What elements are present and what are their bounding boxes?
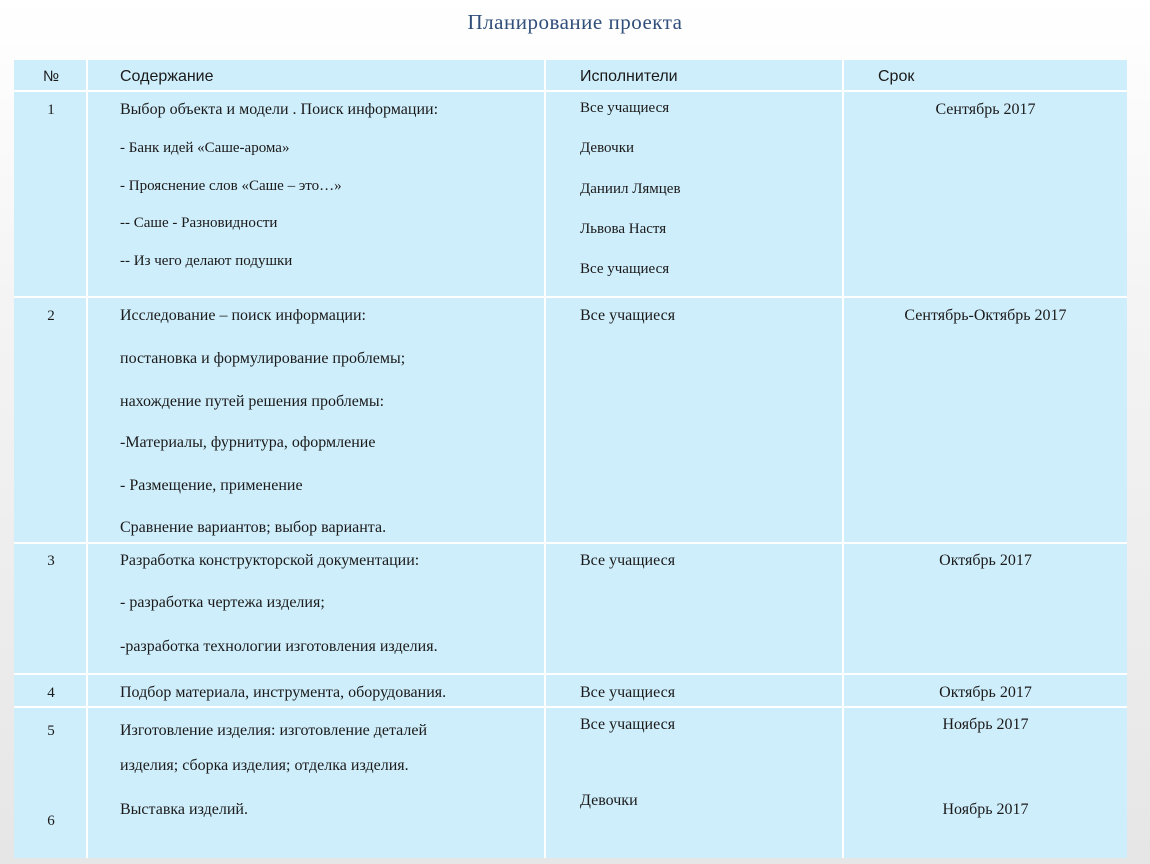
row-number: 6 bbox=[47, 813, 55, 829]
row-content-line: Разработка конструкторской документации: bbox=[120, 552, 420, 569]
row-content-line: -- Саше - Разновидности bbox=[120, 215, 278, 231]
row-content-line: постановка и формулирование проблемы; bbox=[120, 350, 406, 367]
row-divider bbox=[14, 542, 1127, 544]
row-executor: Все учащиеся bbox=[580, 261, 670, 277]
row-divider bbox=[14, 296, 1127, 298]
row-executor: Все учащиеся bbox=[580, 716, 676, 733]
row-deadline: Октябрь 2017 bbox=[939, 684, 1032, 701]
row-content-line: изделия; сборка изделия; отделка изделия. bbox=[120, 757, 409, 774]
row-content-line: - Банк идей «Саше-арома» bbox=[120, 140, 290, 156]
row-executor: Все учащиеся bbox=[580, 684, 676, 701]
column-divider bbox=[544, 60, 546, 858]
row-executor: Девочки bbox=[580, 792, 638, 809]
header-content: Содержание bbox=[120, 68, 214, 85]
row-content-line: -Материалы, фурнитура, оформление bbox=[120, 434, 376, 451]
row-content-line: - Прояснение слов «Саше – это…» bbox=[120, 178, 342, 194]
row-executor: Все учащиеся bbox=[580, 552, 676, 569]
row-executor: Все учащиеся bbox=[580, 307, 676, 324]
row-executor: Все учащиеся bbox=[580, 100, 670, 116]
project-plan-table bbox=[14, 60, 1127, 858]
row-executor: Даниил Лямцев bbox=[580, 181, 681, 197]
row-content-line: Выбор объекта и модели . Поиск информации: bbox=[120, 101, 439, 118]
row-content-line: нахождение путей решения проблемы: bbox=[120, 393, 385, 410]
row-number: 3 bbox=[47, 553, 55, 569]
header-deadline: Срок bbox=[878, 68, 915, 85]
row-executor: Девочки bbox=[580, 140, 635, 156]
row-number: 2 bbox=[47, 308, 55, 324]
row-content-line: Исследование – поиск информации: bbox=[120, 307, 366, 324]
row-divider bbox=[14, 673, 1127, 675]
row-content-line: Выставка изделий. bbox=[120, 801, 248, 818]
column-divider bbox=[842, 60, 844, 858]
row-content-line: - разработка чертежа изделия; bbox=[120, 594, 325, 611]
row-content-line: -- Из чего делают подушки bbox=[120, 253, 293, 269]
page-title: Планирование проекта bbox=[467, 10, 683, 34]
row-content-line: Подбор материала, инструмента, оборудования. bbox=[120, 684, 447, 701]
header-num: № bbox=[42, 68, 60, 85]
row-deadline: Октябрь 2017 bbox=[939, 552, 1032, 569]
row-number: 1 bbox=[47, 102, 55, 118]
row-content-line: Сравнение вариантов; выбор варианта. bbox=[120, 519, 387, 536]
row-divider bbox=[14, 706, 1127, 708]
row-divider bbox=[14, 90, 1127, 92]
row-number: 5 bbox=[47, 723, 55, 739]
header-executors: Исполнители bbox=[580, 68, 678, 85]
row-executor: Львова Настя bbox=[580, 221, 667, 237]
row-deadline: Сентябрь-Октябрь 2017 bbox=[904, 307, 1067, 324]
row-deadline: Ноябрь 2017 bbox=[942, 716, 1029, 733]
row-number: 4 bbox=[47, 685, 55, 701]
row-content-line: - Размещение, применение bbox=[120, 477, 303, 494]
row-content-line: Изготовление изделия: изготовление деталей bbox=[120, 722, 428, 739]
row-deadline: Ноябрь 2017 bbox=[942, 801, 1029, 818]
row-content-line: -разработка технологии изготовления изделия. bbox=[120, 638, 438, 655]
row-deadline: Сентябрь 2017 bbox=[935, 101, 1036, 118]
